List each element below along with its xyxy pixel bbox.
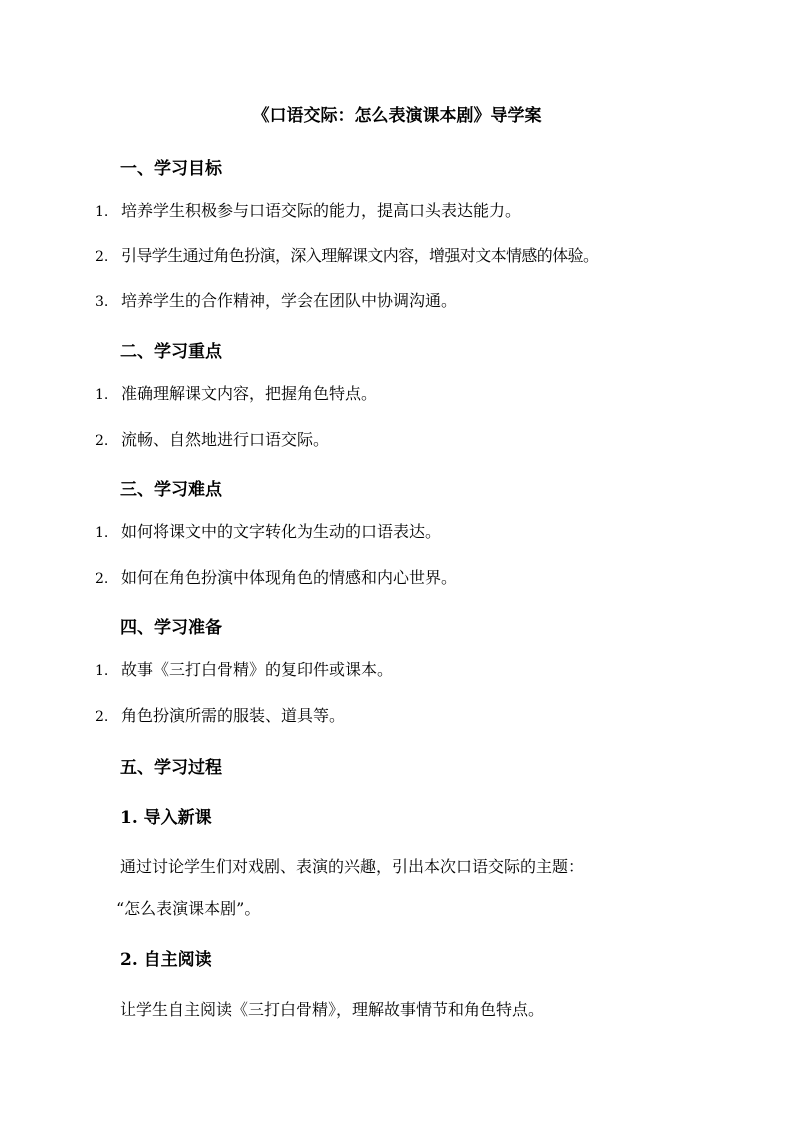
list-number: 2.	[95, 709, 109, 725]
list-number: 2.	[95, 249, 109, 265]
list-text: 如何将课文中的文字转化为生动的口语表达。	[121, 522, 442, 541]
list-number: 2.	[95, 571, 109, 587]
process-step-text: 让学生自主阅读《三打白骨精》，理解故事情节和角色特点。	[120, 1000, 545, 1019]
list-text: 如何在角色扮演中体现角色的情感和内心世界。	[121, 568, 458, 587]
process-step-heading: 1. 导入新课	[120, 808, 212, 828]
list-number: 1.	[95, 525, 109, 541]
section-heading-process: 五、学习过程	[120, 758, 222, 778]
list-number: 1.	[95, 204, 109, 220]
list-number: 1.	[95, 663, 109, 679]
list-item	[95, 704, 345, 729]
section-heading-difficulties: 三、学习难点	[120, 480, 222, 500]
section-heading-key-points: 二、学习重点	[120, 342, 222, 362]
process-step-text: 通过讨论学生们对戏剧、表演的兴趣，引出本次口语交际的主题：	[120, 857, 585, 876]
list-item	[95, 428, 329, 453]
section-heading-preparation: 四、学习准备	[120, 618, 222, 638]
list-item	[95, 289, 457, 314]
list-number: 2.	[95, 433, 109, 449]
list-text: 流畅、自然地进行口语交际。	[121, 430, 330, 449]
document-title: 《口语交际：怎么表演课本剧》导学案	[252, 106, 542, 126]
list-item	[95, 520, 441, 545]
list-item	[95, 658, 393, 683]
section-heading-goals: 一、学习目标	[120, 159, 222, 179]
list-item	[95, 244, 598, 269]
process-step-heading: 2. 自主阅读	[120, 950, 212, 970]
list-number: 3.	[95, 294, 109, 310]
list-text: 准确理解课文内容，把握角色特点。	[121, 384, 378, 403]
list-text: 角色扮演所需的服装、道具等。	[121, 706, 346, 725]
list-item	[95, 199, 521, 224]
list-text: 培养学生的合作精神，学会在团队中协调沟通。	[121, 291, 458, 310]
process-step-text: “怎么表演课本剧”。	[116, 899, 261, 918]
list-item	[95, 382, 377, 407]
list-number: 1.	[95, 387, 109, 403]
list-text: 故事《三打白骨精》的复印件或课本。	[121, 660, 394, 679]
list-text: 培养学生积极参与口语交际的能力，提高口头表达能力。	[121, 201, 522, 220]
list-text: 引导学生通过角色扮演，深入理解课文内容，增强对文本情感的体验。	[121, 246, 599, 265]
list-item	[95, 566, 457, 591]
